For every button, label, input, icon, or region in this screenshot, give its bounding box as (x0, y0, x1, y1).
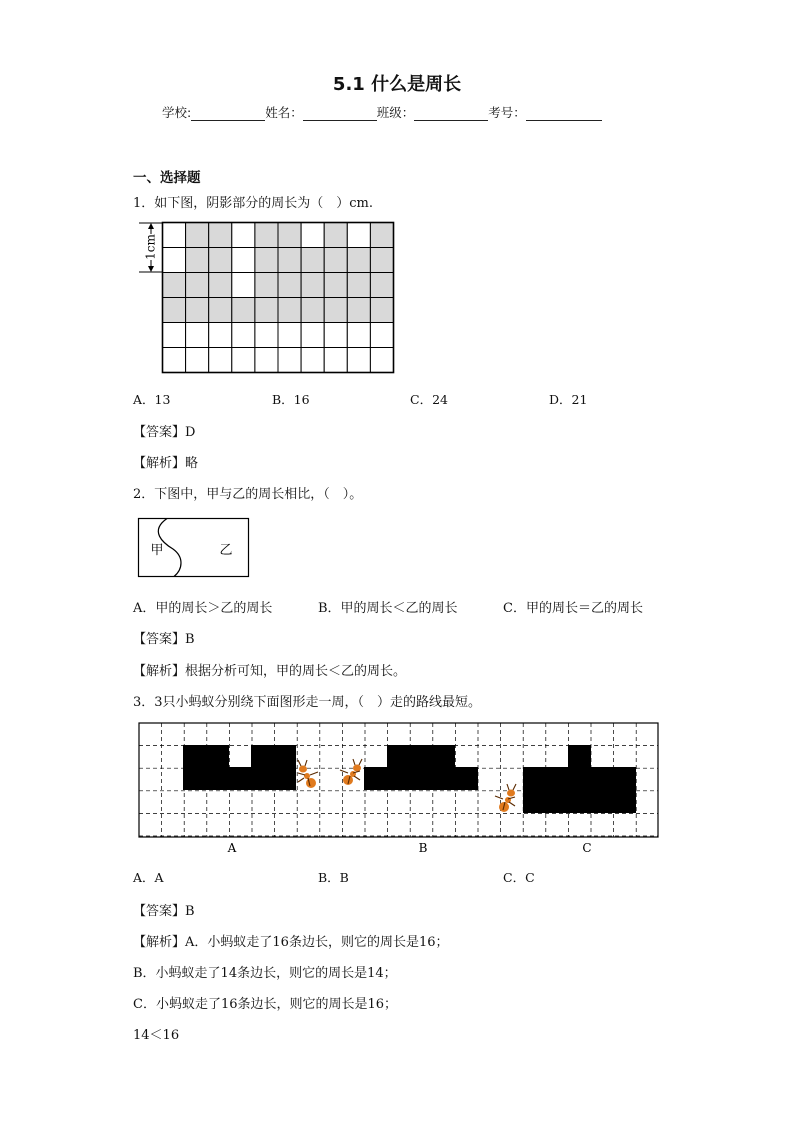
q1-shaded-cell (324, 298, 347, 323)
q3-label-b: B (418, 841, 428, 855)
q1-option-a[interactable]: A．13 (133, 392, 171, 407)
q3-analysis-line-2: B．小蚂蚁走了14条边长，则它的周长是14； (133, 966, 397, 981)
q3-option-c[interactable]: C．C (503, 870, 535, 885)
q3-shape-c (523, 745, 636, 813)
q1-blank-cell (186, 348, 209, 373)
q1-blank-cell (209, 323, 232, 348)
q1-option-c[interactable]: C．24 (410, 392, 448, 407)
q1-shaded-cell (209, 248, 232, 273)
analysis-text: 根据分析可知，甲的周长＜乙的周长。 (185, 664, 407, 679)
ant-icon (298, 760, 318, 788)
q1-dimension-label: 1cm (143, 234, 158, 260)
q1-blank-cell (232, 323, 255, 348)
analysis-label: 【解析】 (133, 935, 186, 950)
ant-icon (495, 784, 516, 812)
q3-label-a: A (227, 841, 237, 855)
q3-analysis-line-1 (133, 931, 449, 950)
q3-label-c: C (582, 841, 592, 855)
q1-blank-cell (370, 348, 393, 373)
q1-shaded-cell (163, 273, 186, 298)
q1-shaded-cell (278, 223, 301, 248)
q1-grid-figure (134, 218, 399, 378)
q1-blank-cell (232, 248, 255, 273)
q1-blank-cell (255, 348, 278, 373)
q3-answer (133, 900, 195, 919)
q1-blank-cell (232, 223, 255, 248)
q1-shaded-cell (301, 248, 324, 273)
q1-shaded-cell (347, 273, 370, 298)
q1-shaded-cell (186, 223, 209, 248)
q1-blank-cell (255, 323, 278, 348)
q1-shaded-cell (324, 223, 347, 248)
q1-shaded-cell (255, 298, 278, 323)
q1-blank-cell (278, 348, 301, 373)
q1-shaded-cell (255, 223, 278, 248)
section-heading: 一、选择题 (133, 170, 201, 186)
class-label: 班级： (376, 105, 415, 120)
school-blank[interactable] (191, 106, 265, 121)
q1-shaded-cell (255, 248, 278, 273)
student-info-line (162, 103, 602, 121)
q3-shape-b (364, 745, 478, 790)
answer-value: D (185, 425, 196, 440)
q1-blank-cell (232, 273, 255, 298)
q1-shaded-cell (278, 298, 301, 323)
q1-blank-cell (186, 323, 209, 348)
analysis-label: 【解析】 (133, 664, 186, 679)
q2-stem: 2．下图中，甲与乙的周长相比，（ ）。 (133, 487, 363, 502)
q1-shaded-cell (301, 298, 324, 323)
q1-shaded-cell (278, 248, 301, 273)
q1-blank-cell (324, 348, 347, 373)
q2-answer (133, 628, 195, 647)
q3-option-b[interactable]: B．B (318, 870, 349, 885)
q1-shaded-cell (209, 298, 232, 323)
q3-shape-a (183, 745, 296, 790)
q1-shaded-cell (301, 273, 324, 298)
q2-label-jia: 甲 (150, 543, 164, 558)
q1-blank-cell (301, 348, 324, 373)
q1-dimension-arrow-up (148, 223, 154, 229)
q2-rectangle-figure (137, 517, 251, 579)
q3-shapes-figure (138, 722, 662, 858)
analysis-text: A．小蚂蚁走了16条边长，则它的周长是16； (185, 935, 449, 950)
q1-blank-cell (347, 323, 370, 348)
q1-shaded-cell (347, 248, 370, 273)
q1-blank-cell (163, 323, 186, 348)
q1-blank-cell (163, 348, 186, 373)
q1-blank-cell (301, 223, 324, 248)
answer-label: 【答案】 (133, 425, 186, 440)
q1-option-d[interactable]: D．21 (549, 392, 588, 407)
q1-shaded-cell (370, 273, 393, 298)
q1-stem: 1．如下图，阴影部分的周长为（ ）cm. (133, 196, 374, 211)
name-blank[interactable] (303, 106, 377, 121)
q1-option-b[interactable]: B．16 (272, 392, 310, 407)
q1-shaded-cell (209, 223, 232, 248)
q3-analysis-line-4: 14＜16 (133, 1028, 180, 1043)
q1-blank-cell (232, 348, 255, 373)
q1-blank-cell (163, 248, 186, 273)
q2-option-b[interactable]: B．甲的周长＜乙的周长 (318, 601, 458, 616)
q1-blank-cell (163, 223, 186, 248)
ant-icon (340, 759, 362, 785)
q2-option-a[interactable]: A．甲的周长＞乙的周长 (133, 601, 273, 616)
q3-option-a[interactable]: A．A (133, 870, 164, 885)
analysis-label: 【解析】 (133, 456, 186, 471)
exam-number-label: 考号： (488, 105, 526, 120)
q1-answer (133, 421, 195, 440)
q2-label-yi: 乙 (219, 543, 233, 558)
answer-label: 【答案】 (133, 632, 186, 647)
q1-blank-cell (209, 348, 232, 373)
q1-grid-cells (163, 223, 394, 373)
q1-blank-cell (347, 348, 370, 373)
q1-shaded-cell (347, 298, 370, 323)
q1-shaded-cell (370, 248, 393, 273)
q1-shaded-cell (163, 298, 186, 323)
q1-shaded-cell (370, 298, 393, 323)
q3-stem: 3．3只小蚂蚁分别绕下面图形走一周，（ ）走的路线最短。 (133, 695, 482, 710)
page-title: 5.1 什么是周长 (332, 74, 462, 95)
class-blank[interactable] (414, 106, 488, 121)
q1-blank-cell (324, 323, 347, 348)
q1-shaded-cell (278, 273, 301, 298)
q1-dimension-arrow-down (148, 266, 154, 272)
q1-analysis (133, 452, 198, 471)
analysis-text: 略 (185, 456, 199, 471)
q1-shaded-cell (324, 248, 347, 273)
answer-label: 【答案】 (133, 904, 186, 919)
answer-value: B (185, 904, 195, 919)
q1-blank-cell (347, 223, 370, 248)
q1-shaded-cell (186, 248, 209, 273)
q1-shaded-cell (186, 298, 209, 323)
q2-option-c[interactable]: C．甲的周长＝乙的周长 (503, 601, 643, 616)
q1-blank-cell (301, 323, 324, 348)
name-label: 姓名： (265, 105, 303, 120)
school-label: 学校: (162, 105, 192, 120)
q3-analysis-line-3: C．小蚂蚁走了16条边长，则它的周长是16； (133, 997, 398, 1012)
q1-shaded-cell (209, 273, 232, 298)
q1-shaded-cell (186, 273, 209, 298)
q1-shaded-cell (324, 273, 347, 298)
q1-shaded-cell (255, 273, 278, 298)
q1-shaded-cell (232, 298, 255, 323)
answer-value: B (185, 632, 195, 647)
q1-blank-cell (370, 323, 393, 348)
q1-blank-cell (278, 323, 301, 348)
q1-shaded-cell (370, 223, 393, 248)
q2-analysis (133, 660, 406, 679)
exam-number-blank[interactable] (526, 106, 602, 121)
